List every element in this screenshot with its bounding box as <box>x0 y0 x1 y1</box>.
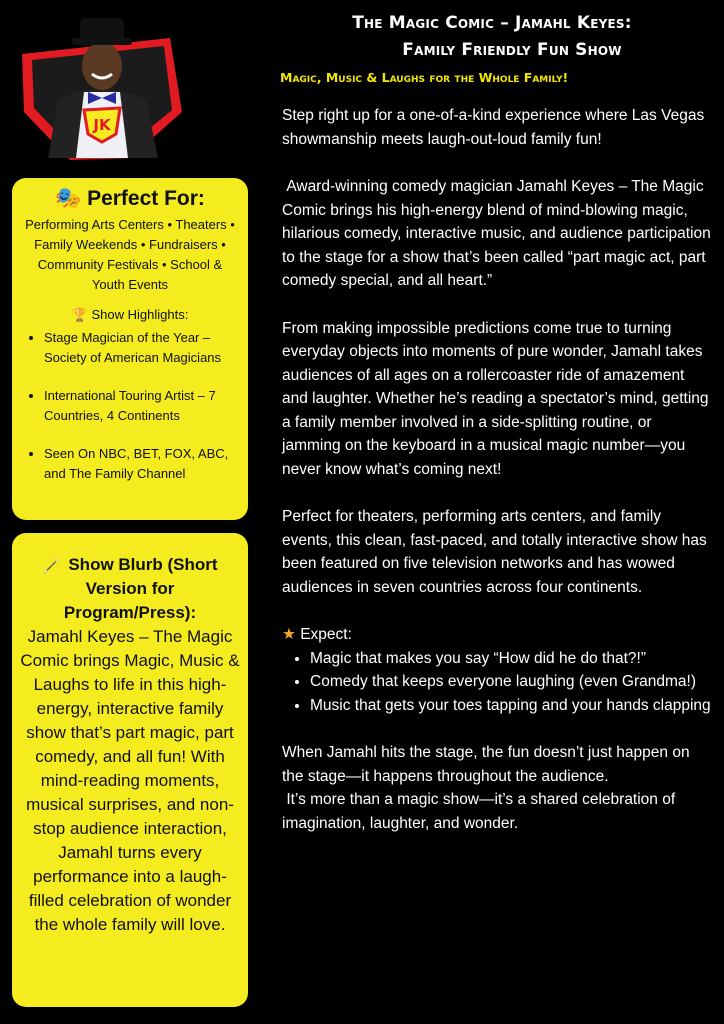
paragraph-intro: Step right up for a one-of-a-kind experience where Las Vegas showmanship meets laugh-out-loud family fun! <box>282 107 705 148</box>
perfect-for-box <box>12 178 248 520</box>
expect-item: • Music that gets your toes tapping and your hands clapping <box>310 694 714 718</box>
page-title <box>262 10 722 64</box>
performer-logo <box>18 8 186 174</box>
expect-label: Expect: <box>300 626 352 643</box>
star-icon: ★ <box>282 625 296 643</box>
highlight-item: • International Touring Artist – 7 Countries, 4 Continents <box>44 386 240 426</box>
highlights-label: Show Highlights: <box>91 307 189 322</box>
theater-masks-icon: 🎭 <box>55 186 82 210</box>
perfect-for-text: Performing Arts Centers • Theaters • Family Weekends • Fundraisers • Community Festivals • School & Youth Events <box>25 217 235 292</box>
blurb-text: Jamahl Keyes – The Magic Comic brings Magic, Music & Laughs to life in this high-energy, interactive family show that’s part magic, part comedy, and all fun! With mind-reading moments, musical surprises, and non-stop audience interaction, Jamahl turns every performance into a laugh-filled celebration of wonder the whole family will love. <box>20 627 240 934</box>
paragraph-award: Award-winning comedy magician Jamahl Keyes – The Magic Comic brings his high-energy blend of mind-blowing magic, hilarious comedy, interactive music, and audience participation to the stage for a show that’s been called “part magic act, part comedy special, and all heart.” <box>282 178 716 289</box>
title-line-2: Family Friendly Fun Show <box>402 40 622 60</box>
perfect-for-heading <box>20 184 240 213</box>
logo-initials: JK <box>93 116 111 134</box>
blurb-heading-label: Show Blurb (Short Version for Program/Press): <box>63 555 218 622</box>
expect-item: • Magic that makes you say “How did he do that?!” <box>310 647 714 671</box>
paragraph-audience: When Jamahl hits the stage, the fun doesn’t just happen on the stage—it happens throughout the audience. <box>282 744 690 785</box>
show-blurb-box <box>12 533 248 1007</box>
highlight-item: • Stage Magician of the Year – Society of American Magicians <box>44 328 240 368</box>
expect-list <box>282 647 714 718</box>
paragraph-closing: It’s more than a magic show—it’s a shared celebration of imagination, laughter, and wonder. <box>282 791 680 832</box>
magic-wand-icon: 🪄 <box>42 555 64 575</box>
trophy-icon: 🏆 <box>71 308 88 323</box>
main-description <box>282 104 714 835</box>
performer-illustration <box>18 8 186 174</box>
perfect-for-label: Perfect For: <box>87 187 205 210</box>
highlights-list <box>20 328 240 484</box>
paragraph-perfect: Perfect for theaters, performing arts centers, and family events, this clean, fast-paced, and totally interactive show has been featured on five television networks and has wowed audiences in seven countries across four continents. <box>282 508 707 596</box>
tagline: Magic, Music & Laughs for the Whole Family! <box>280 70 569 85</box>
title-line-1: The Magic Comic – Jamahl Keyes: <box>352 13 632 33</box>
paragraph-wonder: From making impossible predictions come true to turning everyday objects into moments of pure wonder, Jamahl takes audiences of all ages on a rollercoaster ride of amazement and laughter. Whether he’s reading a spectator’s mind, getting a family member involved in a side-splitting routine, or jamming on the keyboard in a musical magic number—you never know what’s coming next! <box>282 319 709 478</box>
blurb-heading <box>20 553 240 625</box>
highlight-item: • Seen On NBC, BET, FOX, ABC, and The Family Channel <box>44 444 240 484</box>
highlights-heading <box>20 305 240 326</box>
expect-heading <box>282 623 714 647</box>
expect-item: • Comedy that keeps everyone laughing (even Grandma!) <box>310 670 714 694</box>
